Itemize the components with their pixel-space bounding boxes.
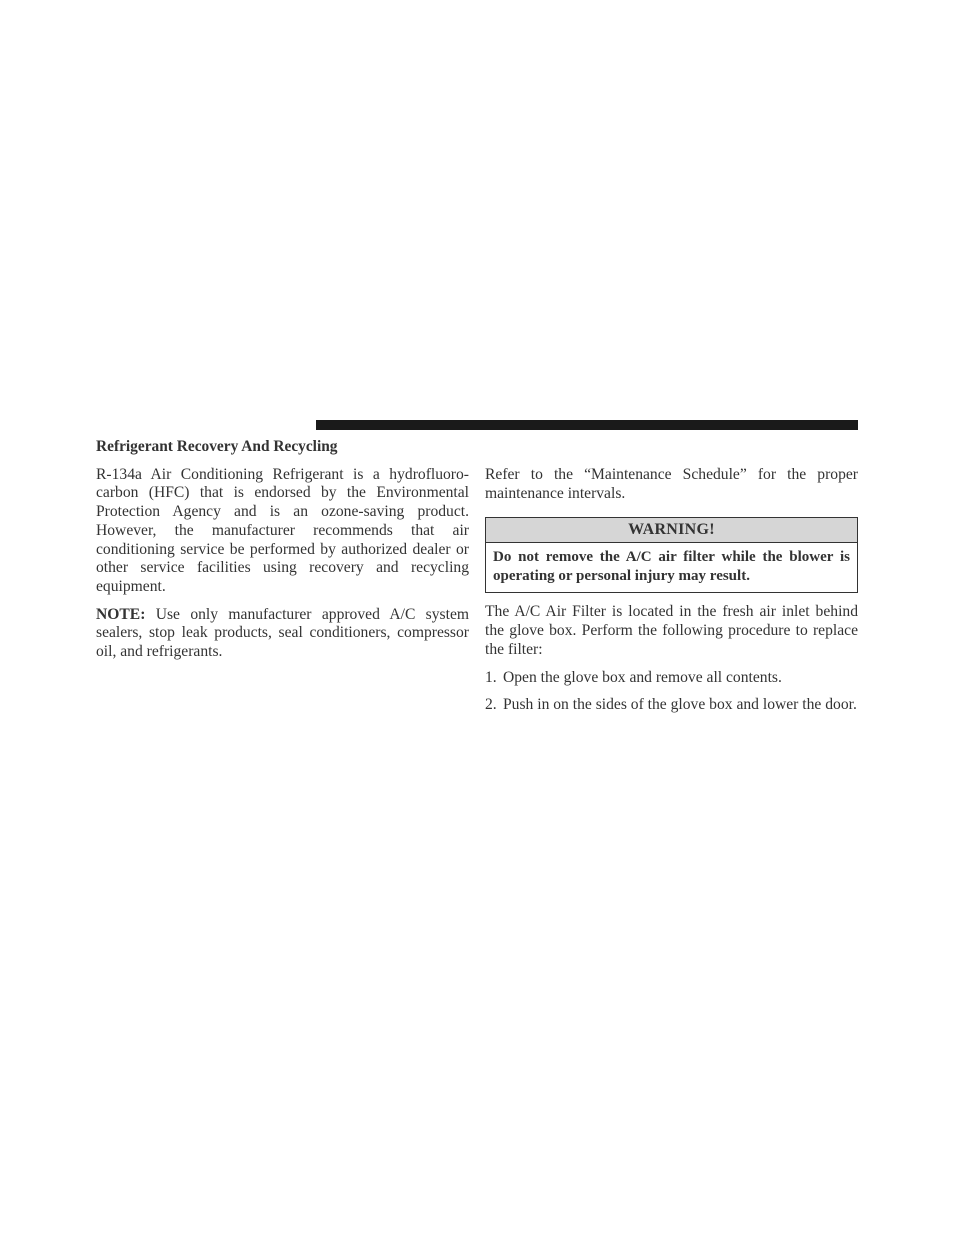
filter-location-paragraph: The A/C Air Filter is located in the fresh air inlet behind the glove box. Perform the following procedure to replace the filter: [485,603,858,658]
section-header-bar [316,420,858,430]
left-column [96,438,469,671]
list-item [485,669,858,688]
warning-text: Do not remove the A/C air filter while the blower is operating or personal injury may result. [493,549,850,585]
step-number: 2. [485,696,497,714]
procedure-steps [485,669,858,715]
maintenance-intro: Refer to the “Maintenance Schedule” for the proper maintenance intervals. [485,466,858,502]
step-number: 1. [485,668,497,686]
step-text: Open the glove box and remove all contents. [503,668,782,686]
list-item [485,696,858,715]
section-heading: Refrigerant Recovery And Recycling [96,438,338,455]
warning-box [485,517,858,593]
warning-title: WARNING! [486,518,857,543]
right-column [485,466,858,724]
note-paragraph [96,606,469,662]
note-text: Use only manufacturer approved A/C system sealers, stop leak products, seal conditioners, compressor oil, and refrigerants. [96,605,469,661]
note-label: NOTE: [96,605,146,623]
refrigerant-paragraph: R-134a Air Conditioning Refrigerant is a hydrofluoro-carbon (HFC) that is endorsed by the Environmental Protection Agency and is an ozone-saving product. However, the manufacturer recommends that air conditioning service be performed by authorized dealer or other service facilities using recovery and recycling equipment. [96,465,469,595]
step-text: Push in on the sides of the glove box and lower the door. [503,696,857,714]
